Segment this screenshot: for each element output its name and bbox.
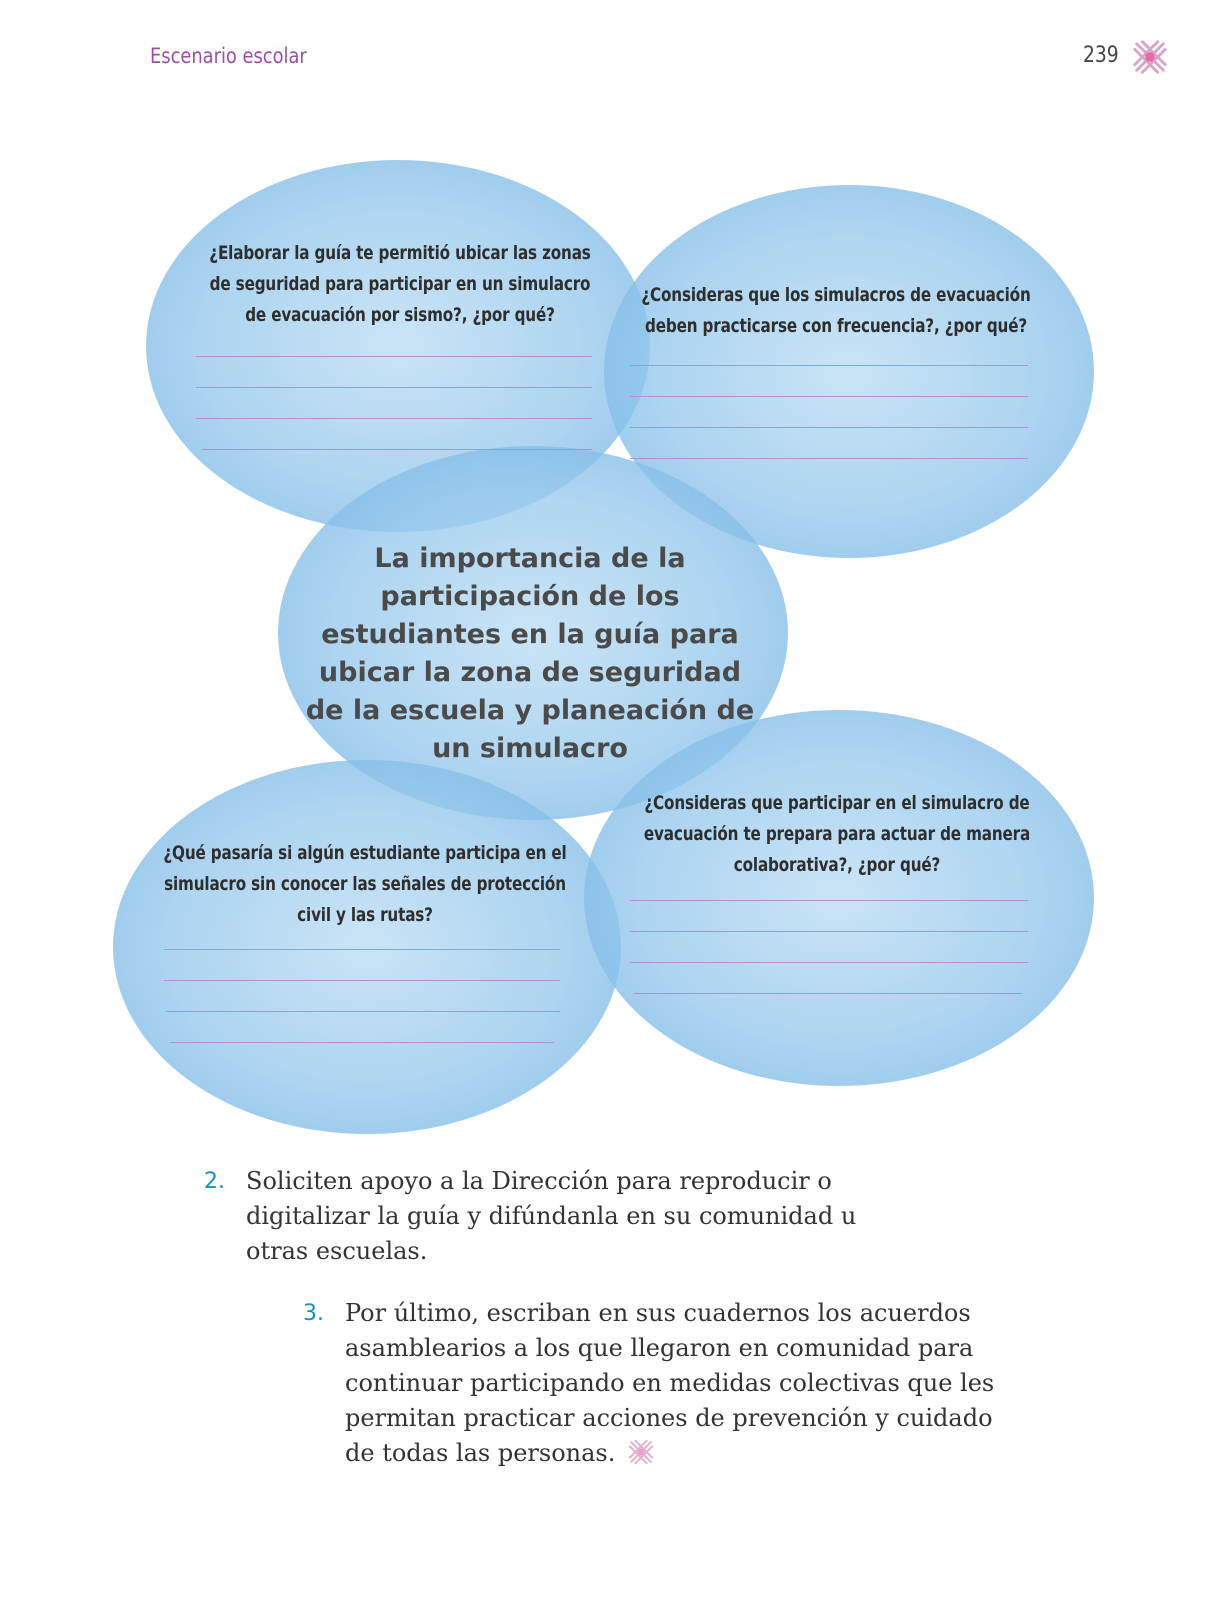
question-bubble-3 <box>113 760 621 1134</box>
item-text: Por último, escriban en sus cuadernos los acuerdos asamblearios a los que llegaron en comunidad para continuar participando en medidas colectivas que les permitan practicar acciones de prevención y cuidado de todas las personas. <box>345 1299 995 1467</box>
answer-line[interactable] <box>630 396 1028 397</box>
answer-line[interactable] <box>196 387 592 388</box>
knot-ornament-icon <box>627 1438 655 1466</box>
answer-line[interactable] <box>164 980 560 981</box>
question-text-4: ¿Consideras que participar en el simulacro de evacuación te prepara para actuar de manera colaborativa?, ¿por qué? <box>643 792 1031 876</box>
central-topic: La importancia de la participación de los estudiantes en la guía para ubicar la zona de seguridad de la escuela y planeación de un simulacro <box>305 543 755 764</box>
question-text-3: ¿Qué pasaría si algún estudiante participa en el simulacro sin conocer las señales de protección civil y las rutas? <box>163 842 567 926</box>
answer-line[interactable] <box>630 962 1028 963</box>
answer-line[interactable] <box>196 418 592 419</box>
answer-line[interactable] <box>202 449 592 450</box>
answer-line[interactable] <box>164 949 560 950</box>
answer-line[interactable] <box>630 458 1028 459</box>
answer-line[interactable] <box>630 365 1028 366</box>
answer-line[interactable] <box>630 900 1028 901</box>
instruction-item-3 <box>303 1296 1005 1471</box>
item-number: 2. <box>204 1169 225 1194</box>
page-number: 239 <box>1083 43 1119 68</box>
section-title: Escenario escolar <box>150 44 307 68</box>
answer-line[interactable] <box>634 993 1022 994</box>
answer-line[interactable] <box>196 356 592 357</box>
question-text-2: ¿Consideras que los simulacros de evacuación deben practicarse con frecuencia?, ¿por qué? <box>641 284 1031 337</box>
answer-line[interactable] <box>170 1042 554 1043</box>
knot-ornament-icon <box>1131 38 1169 76</box>
answer-line[interactable] <box>630 931 1028 932</box>
item-number: 3. <box>303 1301 324 1326</box>
question-text-1: ¿Elaborar la guía te permitió ubicar las zonas de seguridad para participar en un simulacro de evacuación por sismo?, ¿por qué? <box>209 242 591 326</box>
answer-line[interactable] <box>630 427 1028 428</box>
answer-line[interactable] <box>166 1011 560 1012</box>
item-text: Soliciten apoyo a la Dirección para reproducir o digitalizar la guía y difúndanla en su comunidad u otras escuelas. <box>246 1167 857 1265</box>
instruction-item-2 <box>204 1164 906 1269</box>
